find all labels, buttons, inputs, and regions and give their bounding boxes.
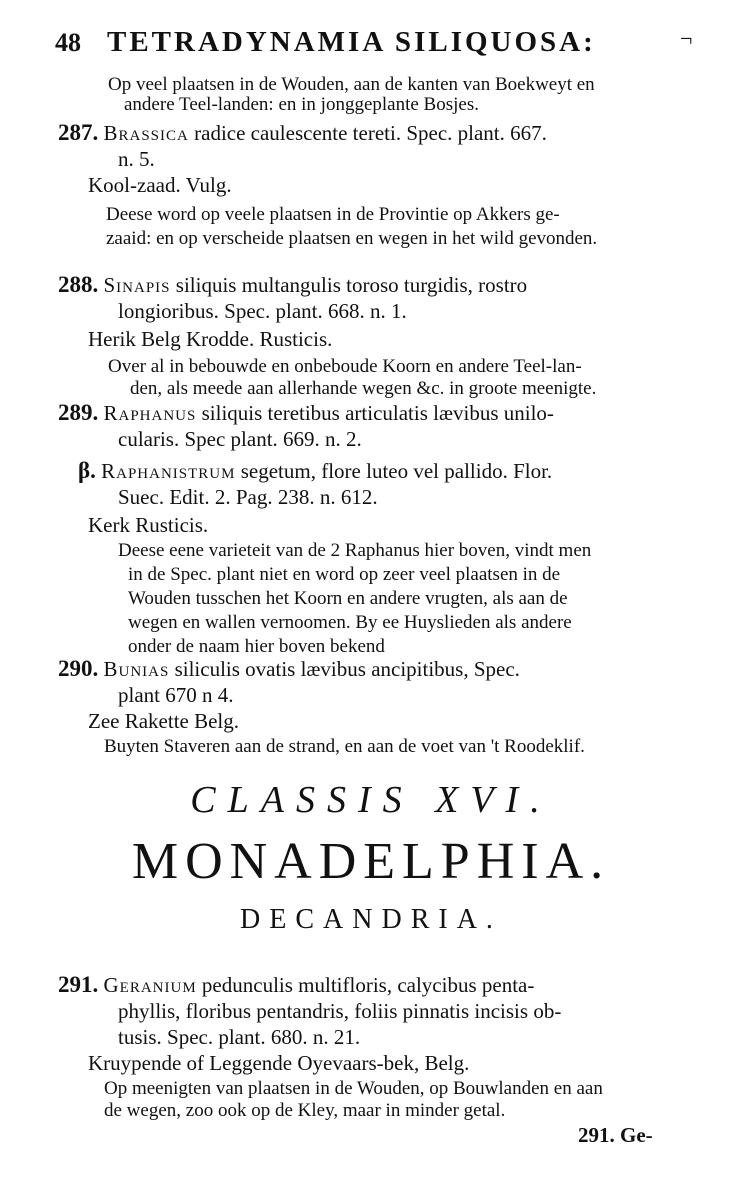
text-line: Deese eene varieteit van de 2 Raphanus hier boven, vindt men bbox=[118, 540, 592, 561]
entry-text: siliquis teretibus articulatis lævibus unilo- bbox=[201, 401, 554, 425]
order-name-heading: DECANDRIA. bbox=[240, 904, 502, 935]
entry-number: β. bbox=[78, 458, 96, 483]
catchword: 291. Ge- bbox=[578, 1123, 653, 1147]
corner-mark: ¬ bbox=[680, 26, 693, 51]
entry-290-header bbox=[58, 656, 520, 682]
entry-number: 287. bbox=[58, 120, 99, 145]
entry-text: radice caulescente tereti. Spec. plant. 667. bbox=[194, 121, 547, 145]
entry-number: 290. bbox=[58, 656, 99, 681]
page-number: 48 bbox=[55, 28, 81, 57]
classis-heading: CLASSIS XVI. bbox=[190, 779, 552, 821]
entry-number: 289. bbox=[58, 400, 99, 425]
text-line: phyllis, floribus pentandris, foliis pinnatis incisis ob- bbox=[118, 999, 562, 1023]
text-line: de wegen, zoo ook op de Kley, maar in minder getal. bbox=[104, 1100, 506, 1121]
text-line: onder de naam hier boven bekend bbox=[128, 636, 385, 657]
running-title: TETRADYNAMIA SILIQUOSA: bbox=[107, 26, 596, 58]
entry-text: segetum, flore luteo vel pallido. Flor. bbox=[240, 459, 553, 483]
entry-288-header bbox=[58, 272, 527, 298]
text-line: andere Teel-landen: en in jonggeplante Bosjes. bbox=[124, 94, 479, 115]
genus-name: Raphanus bbox=[103, 401, 197, 425]
text-line: Buyten Staveren aan de strand, en aan de voet van 't Roodeklif. bbox=[104, 736, 585, 757]
entry-number: 291. bbox=[58, 972, 99, 997]
genus-name: Brassica bbox=[103, 121, 189, 145]
vernacular-name: Herik Belg Krodde. Rusticis. bbox=[88, 327, 333, 351]
vernacular-name: Zee Rakette Belg. bbox=[88, 709, 240, 733]
entry-number: 288. bbox=[58, 272, 99, 297]
genus-name: Sinapis bbox=[103, 273, 171, 297]
entry-289-header bbox=[58, 400, 554, 426]
text-line: Over al in bebouwde en onbeboude Koorn en andere Teel-lan- bbox=[108, 356, 582, 377]
text-line: den, als meede aan allerhande wegen &c. in groote meenigte. bbox=[130, 378, 597, 399]
text-line: n. 5. bbox=[118, 147, 155, 171]
genus-name: Geranium bbox=[103, 973, 197, 997]
entry-text: siliculis ovatis lævibus ancipitibus, Spec. bbox=[174, 657, 520, 681]
class-name-heading: MONADELPHIA. bbox=[131, 833, 611, 890]
running-header bbox=[55, 22, 715, 62]
text-line: longioribus. Spec. plant. 668. n. 1. bbox=[118, 299, 407, 323]
text-line: Deese word op veele plaatsen in de Provintie op Akkers ge- bbox=[106, 204, 560, 225]
text-line: wegen en wallen vernoomen. By ee Huyslieden als andere bbox=[128, 612, 572, 633]
text-line: Suec. Edit. 2. Pag. 238. n. 612. bbox=[118, 485, 378, 509]
text-line: cularis. Spec plant. 669. n. 2. bbox=[118, 427, 362, 451]
vernacular-name: Kool-zaad. Vulg. bbox=[88, 173, 232, 197]
entry-text: siliquis multangulis toroso turgidis, rostro bbox=[175, 273, 528, 297]
entry-287-header bbox=[58, 120, 547, 146]
text-line: in de Spec. plant niet en word op zeer veel plaatsen in de bbox=[128, 564, 561, 585]
entry-291-header bbox=[58, 972, 534, 998]
text-line: Op meenigten van plaatsen in de Wouden, op Bouwlanden en aan bbox=[104, 1078, 603, 1099]
vernacular-name: Kerk Rusticis. bbox=[88, 513, 209, 537]
genus-name: Bunias bbox=[103, 657, 170, 681]
text-line: zaaid: en op verscheide plaatsen en wegen in het wild gevonden. bbox=[106, 228, 598, 249]
text-line: tusis. Spec. plant. 680. n. 21. bbox=[118, 1025, 361, 1049]
entry-text: pedunculis multifloris, calycibus penta- bbox=[201, 973, 535, 997]
text-line: plant 670 n 4. bbox=[118, 683, 234, 707]
entry-beta-header bbox=[78, 458, 552, 484]
genus-name: Raphanistrum bbox=[101, 459, 236, 483]
vernacular-name: Kruypende of Leggende Oyevaars-bek, Belg. bbox=[88, 1051, 470, 1075]
text-line: Wouden tusschen het Koorn en andere vrugten, als aan de bbox=[128, 588, 568, 609]
text-line: Op veel plaatsen in de Wouden, aan de kanten van Boekweyt en bbox=[108, 74, 595, 95]
